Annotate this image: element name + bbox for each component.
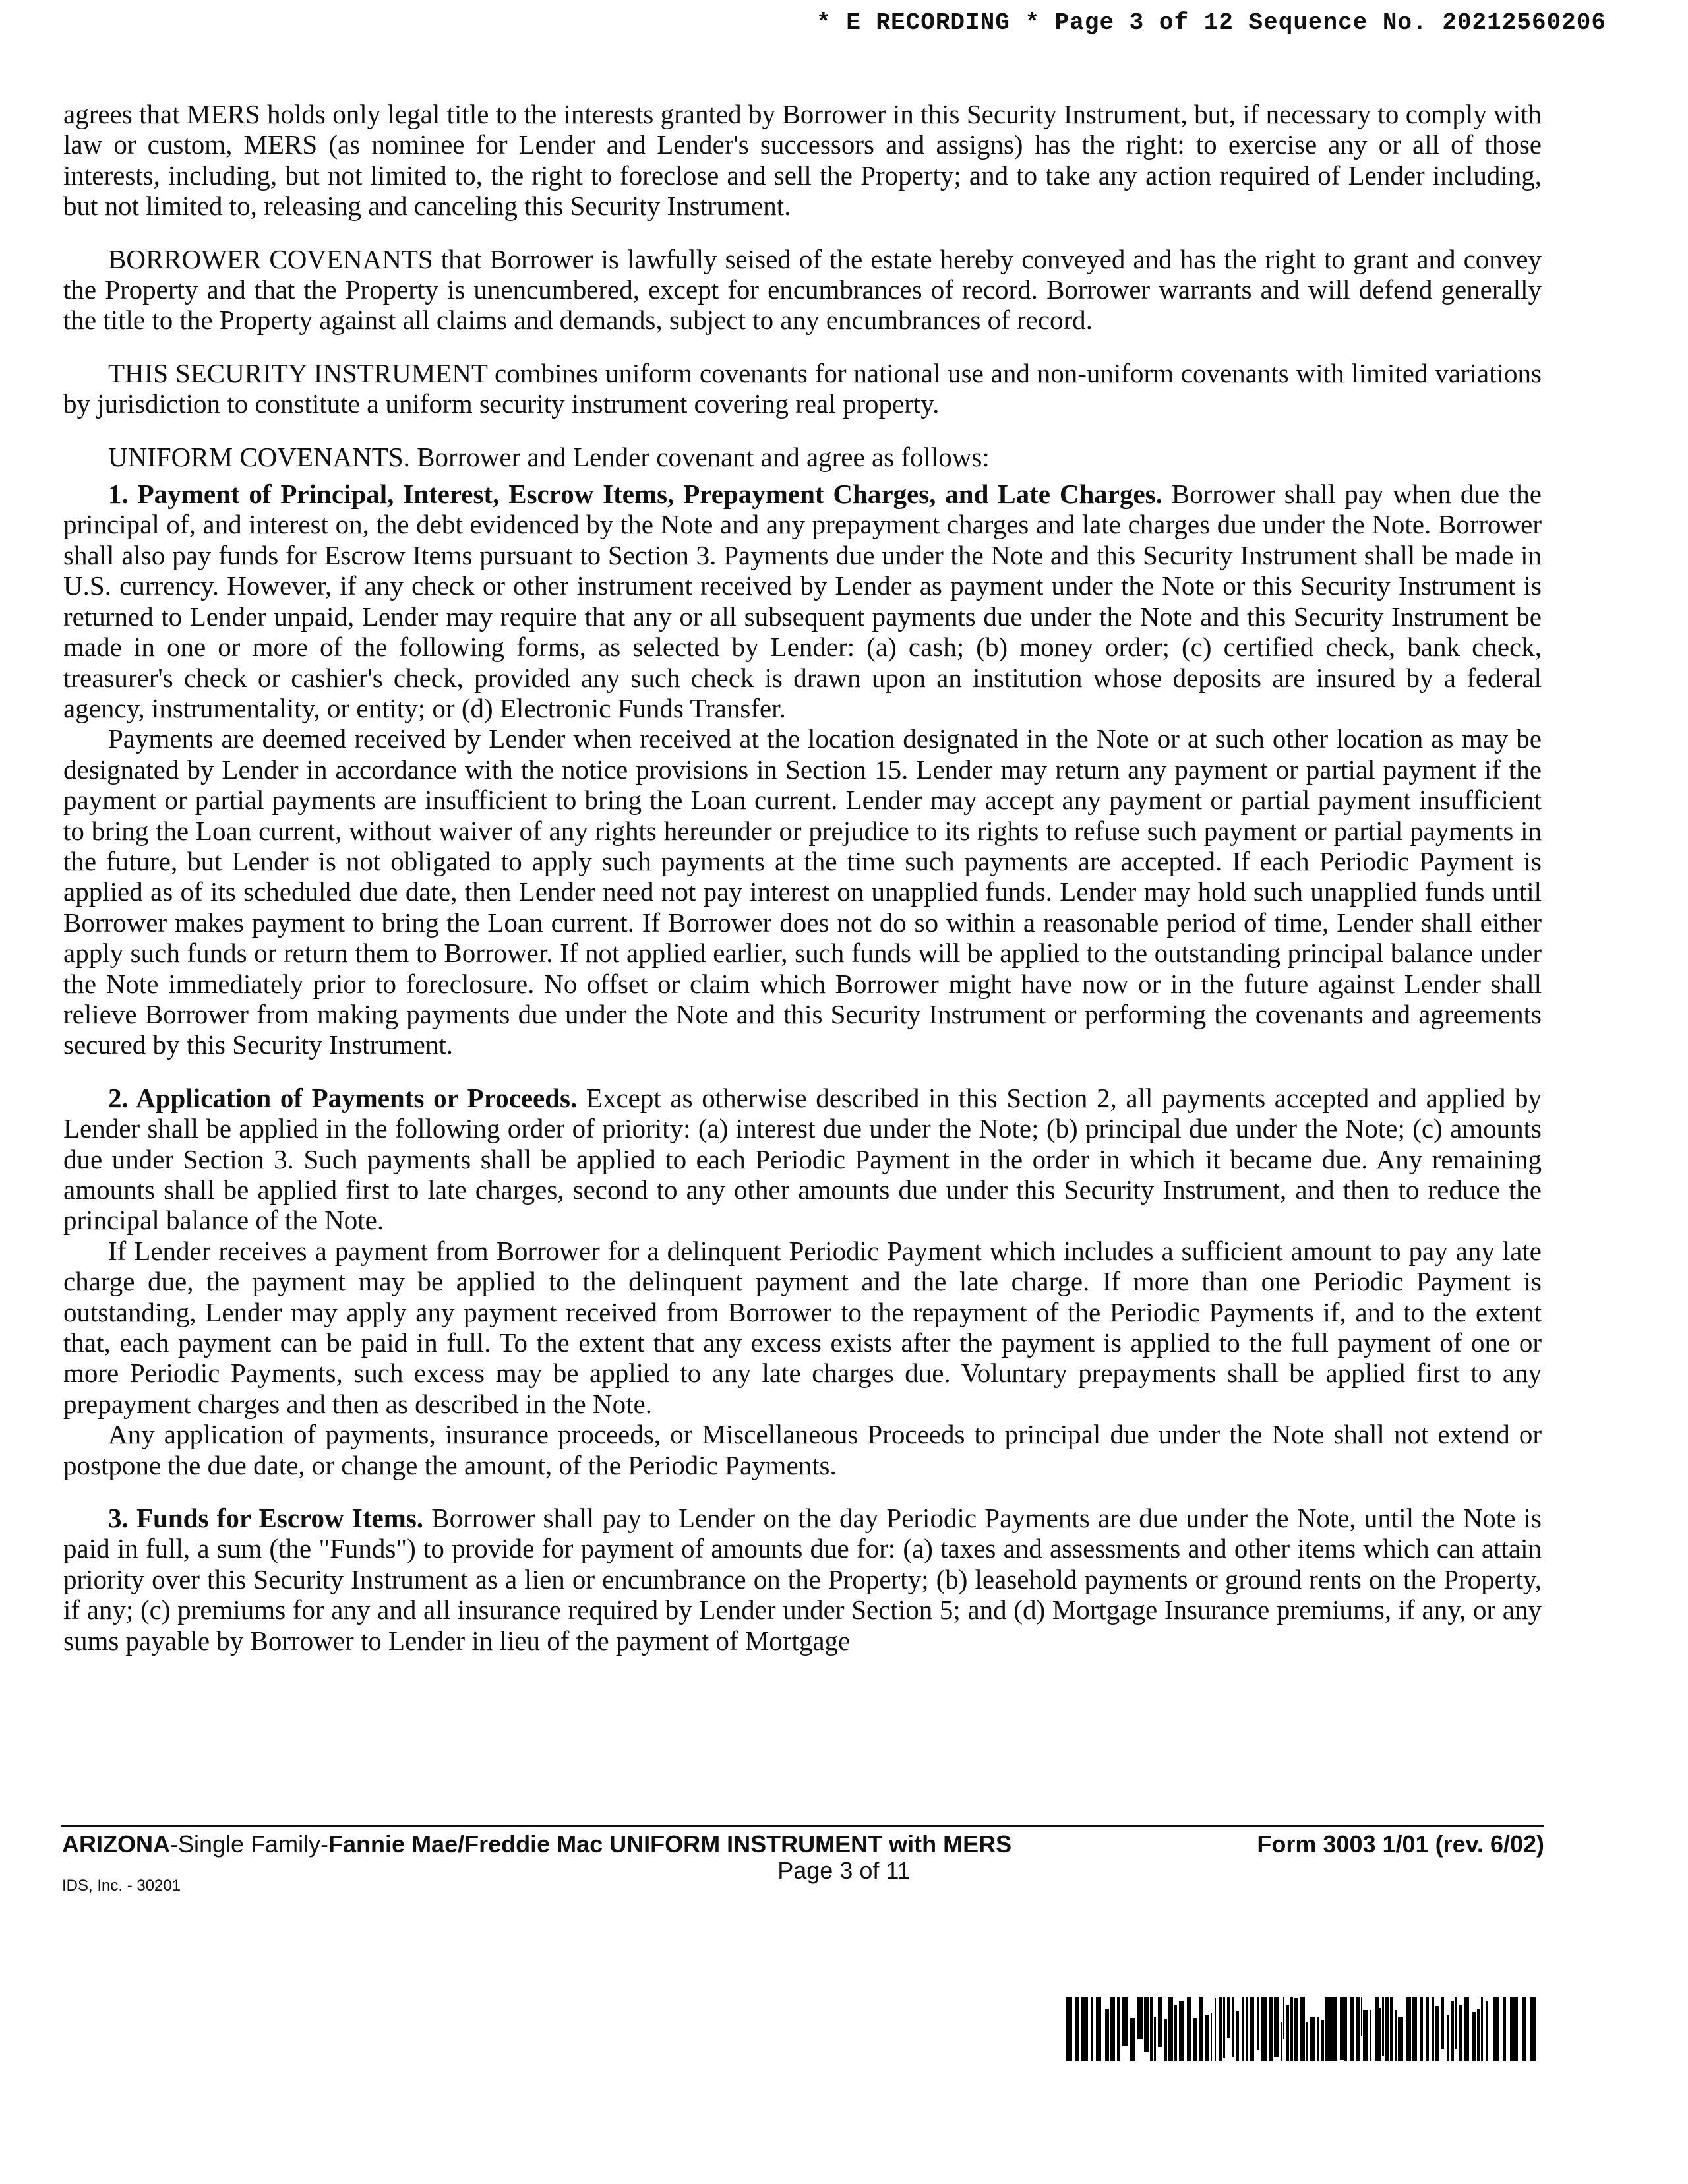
section-1 bbox=[63, 479, 1542, 723]
recording-header: * E RECORDING * Page 3 of 12 Sequence No. 20212560206 bbox=[816, 9, 1606, 36]
footer-form-number: Form 3003 1/01 (rev. 6/02) bbox=[1257, 1831, 1544, 1858]
barcode-icon bbox=[1066, 1997, 1538, 2061]
section-2-text: Except as otherwise described in this Section 2, all payments accepted and applied by Lender shall be applied in the following order of priority: (a) interest due under the Note; (b) principal due under the Note; (c) amounts due under Section 3. Such payments shall be applied to each Periodic Payment in the order in which it became due. Any remaining amounts shall be applied first to late charges, second to any other amounts due under this Security Instrument, and then to reduce the principal balance of the Note. bbox=[63, 1082, 1542, 1236]
section-2-heading: 2. Application of Payments or Proceeds. bbox=[108, 1082, 578, 1113]
section-2-paragraph-2: If Lender receives a payment from Borrower for a delinquent Periodic Payment which includes a sufficient amount to pay any late charge due, the payment may be applied to the delinquent payment and the late charge. If more than one Periodic Payment is outstanding, Lender may apply any payment received from Borrower to the repayment of the Periodic Payments if, and to the extent that, each payment can be paid in full. To the extent that any excess exists after the payment is applied to the full payment of one or more Periodic Payments, such excess may be applied to any late charges due. Voluntary prepayments shall be applied first to any prepayment charges and then as described in the Note. bbox=[63, 1235, 1542, 1419]
section-1-text: Borrower shall pay when due the principal of, and interest on, the debt evidenced by the Note and any prepayment charges and late charges due under the Note. Borrower shall also pay funds for Escrow Items pursuant to Section 3. Payments due under the Note and this Security Instrument shall be made in U.S. currency. However, if any check or other instrument received by Lender as payment under the Note or this Security Instrument is returned to Lender unpaid, Lender may require that any or all subsequent payments due under the Note and this Security Instrument be made in one or more of the following forms, as selected by Lender: (a) cash; (b) money order; (c) certified check, bank check, treasurer's check or cashier's check, provided any such check is drawn upon an institution whose deposits are insured by a federal agency, instrumentality, or entity; or (d) Electronic Funds Transfer. bbox=[63, 479, 1542, 723]
footer-ids-code: IDS, Inc. - 30201 bbox=[62, 1877, 181, 1895]
section-1-heading: 1. Payment of Principal, Interest, Escrow Items, Prepayment Charges, and Late Charges. bbox=[108, 479, 1162, 510]
section-1-paragraph-2: Payments are deemed received by Lender when received at the location designated in the Note or at such other location as may be designated by Lender in accordance with the notice provisions in Section 15. Lender may return any payment or partial payment if the payment or partial payments are insufficient to bring the Loan current. Lender may accept any payment or partial payment insufficient to bring the Loan current, without waiver of any rights hereunder or prejudice to its rights to refuse such payment or partial payments in the future, but Lender is not obligated to apply such payments at the time such payments are accepted. If each Periodic Payment is applied as of its scheduled due date, then Lender need not pay interest on unapplied funds. Lender may hold such unapplied funds until Borrower makes payment to bring the Loan current. If Borrower does not do so within a reasonable period of time, Lender shall either apply such funds or return them to Borrower. If not applied earlier, such funds will be applied to the outstanding principal balance under the Note immediately prior to foreclosure. No offset or claim which Borrower might have now or in the future against Lender shall relieve Borrower from making payments due under the Note and this Security Instrument or performing the covenants and agreements secured by this Security Instrument. bbox=[63, 723, 1542, 1060]
footer-state: ARIZONA bbox=[62, 1831, 170, 1858]
paragraph-uniform-covenants: UNIFORM COVENANTS. Borrower and Lender covenant and agree as follows: bbox=[108, 441, 990, 472]
section-3 bbox=[63, 1503, 1542, 1656]
footer-form-title bbox=[62, 1831, 1011, 1858]
paragraph-mers: agrees that MERS holds only legal title to the interests granted by Borrower in this Security Instrument, but, if necessary to comply with law or custom, MERS (as nominee for Lender and Lender's successors and assigns) has the right: to exercise any or all of those interests, including, but not limited to, the right to foreclose and sell the Property; and to take any action required of Lender including, but not limited to, releasing and canceling this Security Instrument. bbox=[63, 99, 1542, 222]
paragraph-borrower-covenants: BORROWER COVENANTS that Borrower is lawfully seised of the estate hereby conveyed and has the right to grant and convey the Property and that the Property is unencumbered, except for encumbrances of record. Borrower warrants and will defend generally the title to the Property against all claims and demands, subject to any encumbrances of record. bbox=[63, 243, 1542, 336]
footer-uniform: Fannie Mae/Freddie Mac UNIFORM INSTRUMENT with MERS bbox=[328, 1831, 1012, 1858]
footer-page-number: Page 3 of 11 bbox=[777, 1857, 911, 1884]
paragraph-this-security-instrument: THIS SECURITY INSTRUMENT combines uniform covenants for national use and non-uniform covenants with limited variations by jurisdiction to constitute a uniform security instrument covering real property. bbox=[63, 357, 1542, 419]
section-2-paragraph-3: Any application of payments, insurance proceeds, or Miscellaneous Proceeds to principal due under the Note shall not extend or postpone the due date, or change the amount, of the Periodic Payments. bbox=[63, 1419, 1542, 1480]
footer-family: -Single Family- bbox=[170, 1831, 329, 1858]
section-3-heading: 3. Funds for Escrow Items. bbox=[108, 1503, 424, 1534]
section-3-text: Borrower shall pay to Lender on the day Periodic Payments are due under the Note, until the Note is paid in full, a sum (the "Funds") to provide for payment of amounts due for: (a) taxes and assessments and other items which can attain priority over this Security Instrument as a lien or encumbrance on the Property; (b) leasehold payments or ground rents on the Property, if any; (c) premiums for any and all insurance required by Lender under Section 5; and (d) Mortgage Insurance premiums, if any, or any sums payable by Borrower to Lender in lieu of the payment of Mortgage bbox=[63, 1503, 1542, 1656]
section-2 bbox=[63, 1083, 1542, 1236]
footer-rule bbox=[61, 1825, 1544, 1827]
document-body bbox=[63, 99, 1542, 1656]
